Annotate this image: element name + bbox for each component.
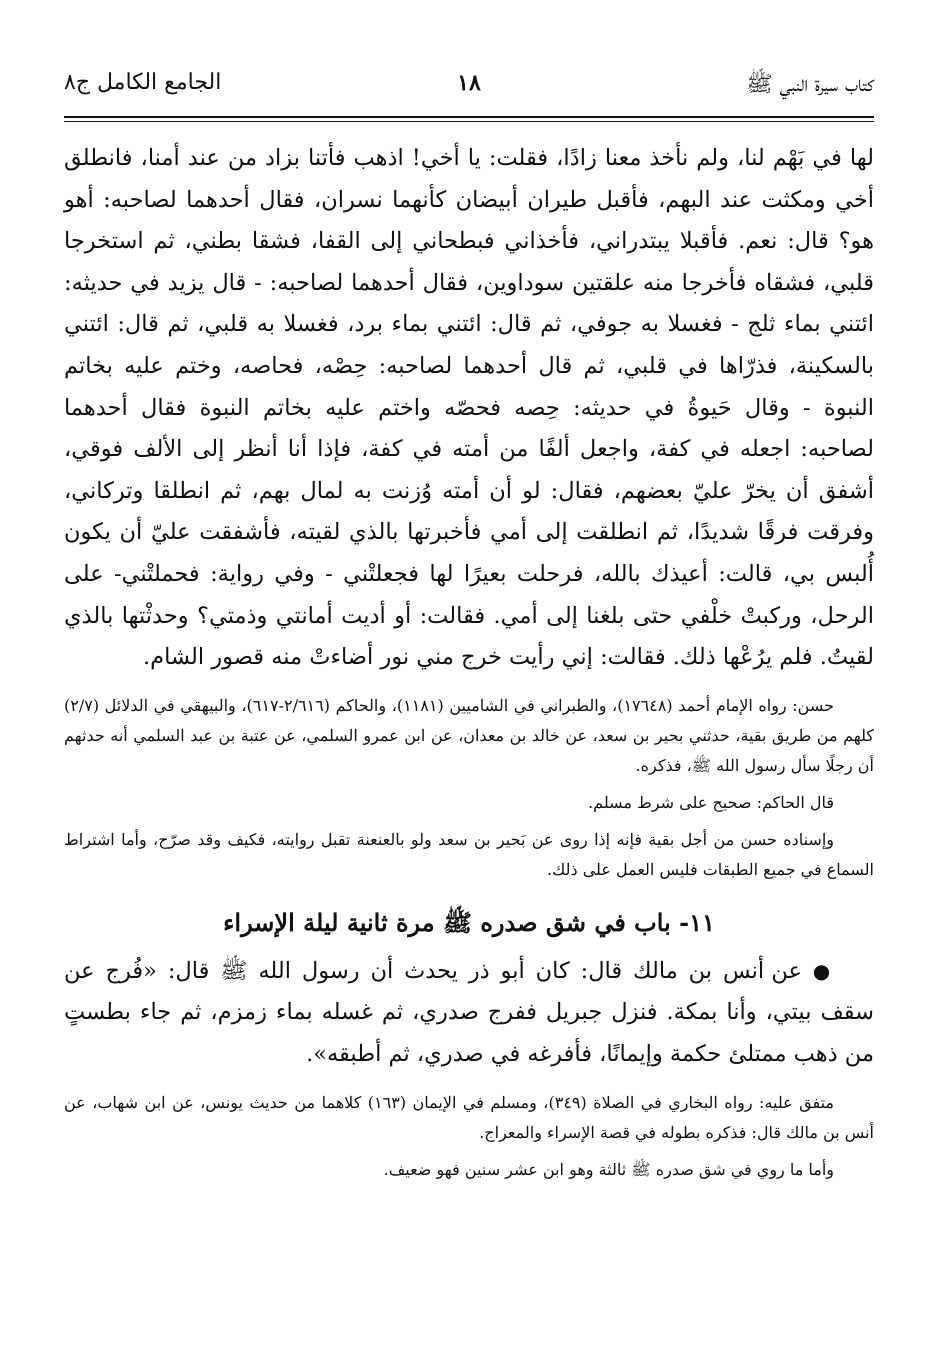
- chapter-heading: [64, 903, 874, 943]
- hakim-note: قال الحاكم: صحيح على شرط مسلم.: [588, 792, 834, 812]
- isnad-note: وإسناده حسن من أجل بقية فإنه إذا روى عن بَحير بن سعد ولو بالعنعنة تقبل روايته، فكيف وقد صرّح، وأما اشتراط السماع في جميع الطبقات فليس العمل على ذلك.: [64, 829, 874, 879]
- chapter-title: باب في شق صدره ﷺ مرة ثانية ليلة الإسراء: [223, 907, 671, 937]
- header-rule: [64, 116, 874, 118]
- takhrij-note-2: متفق عليه: رواه البخاري في الصلاة (٣٤٩)، ومسلم في الإيمان (١٦٣) كلاهما من حديث يونس، عن ابن شهاب، عن أنس بن مالك قال: فذكره بطوله في قصة الإسراء والمعراج.: [64, 1092, 874, 1142]
- third-opening-note: وأما ما روي في شق صدره ﷺ ثالثة وهو ابن عشر سنين فهو ضعيف.: [383, 1159, 834, 1179]
- hadith2-block: [64, 951, 874, 1076]
- page-number: ١٨: [457, 70, 481, 96]
- header-rule-thin: [64, 121, 874, 122]
- main-text-block: [64, 138, 874, 679]
- footnote-block: [64, 691, 874, 885]
- hadith2-paragraph: [64, 951, 874, 1076]
- collection-title: الجامع الكامل ج٨: [64, 70, 222, 95]
- page-header: [64, 70, 874, 110]
- chapter-number: ١١-: [679, 907, 715, 937]
- book-title: كتاب سيرة النبي ﷺ: [746, 72, 874, 97]
- hadith-text: لها في بَهْم لنا، ولم نأخذ معنا زادًا، فقلت: يا أخي! اذهب فأتنا بزاد من عند أمنا، فانطلق أخي ومكثت عند البهم، فأقبل طيران أبيضان كأنهما نسران، فقال أحدهما لصاحبه: أهو هو؟ قال: نعم. فأقبلا يبتدراني، فأخذاني فبطحاني إلى القفا، فشقا بطني، ثم استخرجا قلبي، فشقاه فأخرجا منه علقتين سوداوين، فقال أحدهما لصاحبه: - قال يزيد في حديثه: ائتني بماء ثلج - فغسلا به جوفي، ثم قال: ائتني بماء برد، فغسلا به قلبي، ثم قال: ائتني بالسكينة، فذرّاها في قلبي، ثم قال أحدهما لصاحبه: حِصْه، فحاصه، وختم عليه بخاتم النبوة - وقال حَيوةُ في حديثه: حِصه فحصّه واختم عليه بخاتم النبوة فقال أحدهما لصاحبه: اجعله في كفة، واجعل ألفًا من أمته في كفة، فإذا أنا أنظر إلى الألف فوقي، أشفق أن يخرّ عليّ بعضهم، فقال: لو أن أمته وُزنت به لمال بهم، ثم انطلقا وتركاني، وفرقت فرقًا شديدًا، ثم انطلقت إلى أمي فأخبرتها بالذي لقيته، فأشفقت عليّ أن يكون أُلبس بي، قالت: أعيذك بالله، فرحلت بعيرًا لها فجعلتْني - وفي رواية: فحملتْني- على الرحل، وركبتْ خلْفي حتى بلغنا إلى أمي. فقالت: أو أديت أمانتي وذمتي؟ وحدثْتها بالذي لقيتُ. فلم يرُعْها ذلك. فقالت: إني رأيت خرج مني نور أضاءتْ منه قصور الشام.: [64, 145, 874, 671]
- footnote-block-2: [64, 1088, 874, 1185]
- page-content: [64, 138, 874, 1192]
- bullet-icon: ●: [812, 958, 834, 983]
- takhrij-note: حسن: رواه الإمام أحمد (١٧٦٤٨)، والطبراني في الشاميين (١١٨١)، والحاكم (٢/٦١٦-٦١٧)، والبيهقي في الدلائل (٢/٧) كلهم من طريق بقية، حدثني بحير بن سعد، عن خالد بن معدان، عن ابن عمرو السلمي، عن عتبة بن عبد السلمي أنه حدثهم أن رجلًا سأل رسول الله ﷺ، فذكره.: [64, 695, 874, 775]
- hadith2-text: عن أنس بن مالك قال: كان أبو ذر يحدث أن رسول الله ﷺ قال: «فُرج عن سقف بيتي، وأنا بمكة. فنزل جبريل ففرج صدري، ثم غسله بماء زمزم، ثم جاء بطستٍ من ذهب ممتلئ حكمة وإيمانًا، فأفرغه في صدري، ثم أطبقه».: [64, 957, 874, 1067]
